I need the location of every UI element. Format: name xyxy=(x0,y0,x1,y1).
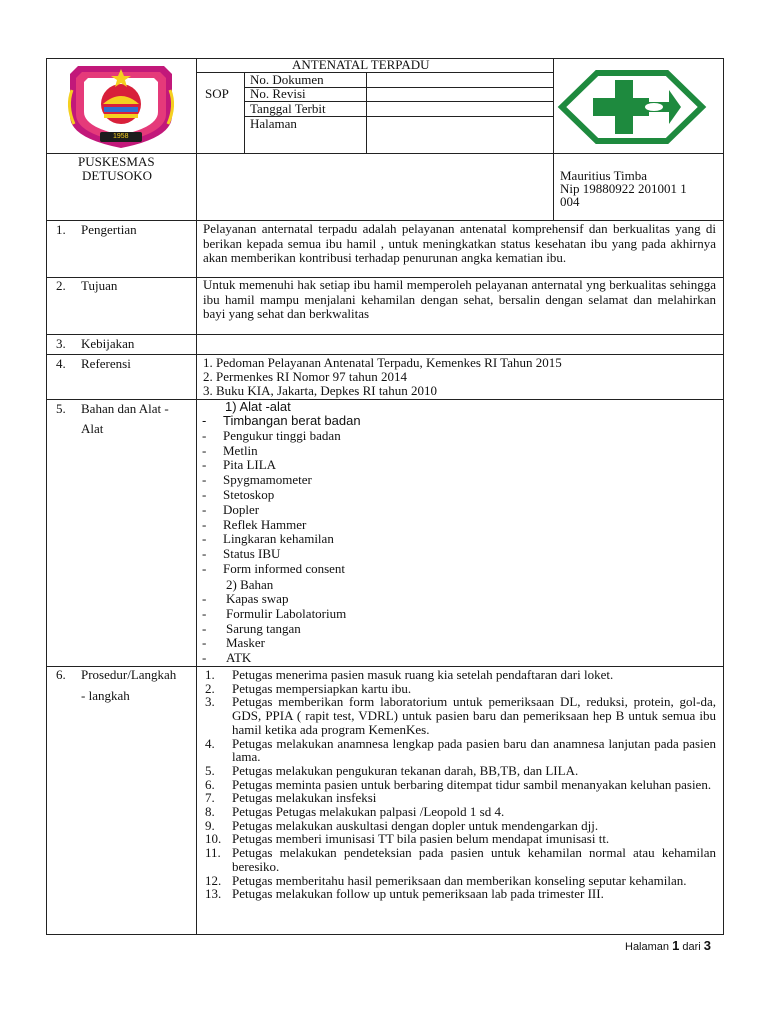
section-label-referensi: Referensi xyxy=(81,356,131,371)
section-num-4: 4. xyxy=(56,356,66,371)
list-item: - Status IBU xyxy=(202,546,281,562)
procedure-step: 5. Petugas melakukan pengukuran tekanan darah, BB,TB, dan LILA. xyxy=(205,762,579,778)
procedure-step: 13. Petugas melakukan follow up untuk pemeriksaan lab pada trimester III. xyxy=(205,886,604,902)
section-num-6: 6. xyxy=(56,667,66,682)
list-item: - Dopler xyxy=(202,501,260,517)
alat-list xyxy=(202,413,523,577)
section-num-3: 3. xyxy=(56,336,66,351)
prosedur-steps xyxy=(205,667,716,902)
list-item: - Spygmamometer xyxy=(202,472,312,488)
section-label-kebijakan: Kebijakan xyxy=(81,336,135,351)
doc-field-no-revisi: No. Revisi xyxy=(250,86,306,101)
list-item: - Kapas swap xyxy=(202,591,289,606)
bahan-heading: 2) Bahan xyxy=(226,577,274,592)
section-label-bahan-2: Alat xyxy=(81,421,104,436)
procedure-step: 8. Petugas Petugas melakukan palpasi /Leopold 1 sd 4. xyxy=(205,804,505,820)
list-item: - Timbangan berat badan xyxy=(202,413,361,428)
section-label-pengertian: Pengertian xyxy=(81,222,137,237)
bahan-list xyxy=(202,591,526,666)
footer-prefix: Halaman xyxy=(625,941,670,953)
list-item: - Sarung tangan xyxy=(202,620,301,636)
pengertian-text: Pelayanan anternatal terpadu adalah pelayanan antenatal komprehensif dan berkualitas yang di berikan kepada semua ibu hamil , untuk meningkatkan status kesehatan ibu yang pada akhirnya akan memberikan kontribusi terhadap penurunan angka kematian ibu. xyxy=(203,221,716,265)
procedure-step: 11. Petugas melakukan pendeteksian pada pasien untuk kehamilan normal atau kehamilan beresiko. xyxy=(205,845,716,874)
section-num-1: 1. xyxy=(56,222,66,237)
signatory-name: Mauritius Timba xyxy=(560,168,648,183)
referensi-item-3: 3. Buku KIA, Jakarta, Depkes RI tahun 2010 xyxy=(203,383,437,398)
doc-field-no-dokumen: No. Dokumen xyxy=(250,72,324,87)
list-item: - Form informed consent xyxy=(202,560,346,576)
signatory-nip-2: 004 xyxy=(560,194,580,209)
sop-title: ANTENATAL TERPADU xyxy=(292,57,430,72)
referensi-item-1: 1. Pedoman Pelayanan Antenatal Terpadu, Kemenkes RI Tahun 2015 xyxy=(203,355,562,370)
list-item: - Pita LILA xyxy=(202,457,277,473)
right-logo xyxy=(557,68,707,146)
procedure-step: 3. Petugas memberikan form laboratorium untuk pemeriksaan DL, reduksi, protein, gol-da, GDS, PPIA ( rapit test, VDRL) untuk pasien baru dan pemeriksaan hep B untuk semua ibu hamil ketika ada program KemenKes. xyxy=(205,694,716,737)
procedure-step: 9. Petugas melakukan auskultasi dengan dopler untuk mendengarkan djj. xyxy=(205,817,599,833)
institution-line-2: DETUSOKO xyxy=(82,168,153,183)
footer-middle: dari xyxy=(682,941,701,953)
section-label-bahan-1: Bahan dan Alat - xyxy=(81,401,169,416)
doc-field-tanggal-terbit: Tanggal Terbit xyxy=(250,101,326,116)
procedure-step: 2. Petugas mempersiapkan kartu ibu. xyxy=(205,680,412,696)
alat-heading: 1) Alat -alat xyxy=(225,399,291,414)
sop-label: SOP xyxy=(205,86,229,101)
list-item: - ATK xyxy=(202,650,252,666)
footer-total: 3 xyxy=(703,938,712,953)
procedure-step: 7. Petugas melakukan insfeksi xyxy=(205,790,377,806)
section-label-tujuan: Tujuan xyxy=(81,278,118,293)
procedure-step: 12. Petugas memberitahu hasil pemeriksaan dan memberikan konseling seputar kehamilan. xyxy=(205,872,687,888)
section-num-2: 2. xyxy=(56,278,66,293)
institution-line-1: PUSKESMAS xyxy=(78,154,155,169)
list-item: - Stetoskop xyxy=(202,486,275,502)
doc-field-halaman: Halaman xyxy=(250,116,297,131)
list-item: - Pengukur tinggi badan xyxy=(202,427,341,443)
procedure-step: 1. Petugas menerima pasien masuk ruang kia setelah pendaftaran dari loket. xyxy=(205,667,614,682)
procedure-step: 4. Petugas melakukan anamnesa lengkap pada pasien baru dan anamnesa lanjutan pada pasien lama. xyxy=(205,735,716,765)
referensi-item-2: 2. Permenkes RI Nomor 97 tahun 2014 xyxy=(203,369,408,384)
section-num-5: 5. xyxy=(56,401,66,416)
left-logo-year: 1958 xyxy=(113,133,129,140)
list-item: - Masker xyxy=(202,635,265,651)
footer-page: 1 xyxy=(672,938,680,953)
procedure-step: 10. Petugas memberi imunisasi TT bila pasien belum mendapat imunisasi tt. xyxy=(205,831,610,847)
signatory-nip-1: Nip 19880922 201001 1 xyxy=(560,181,687,196)
section-label-prosedur-1: Prosedur/Langkah xyxy=(81,667,177,682)
tujuan-text: Untuk memenuhi hak setiap ibu hamil memperoleh pelayanan anternatal yng berkualitas sehingga ibu hamil mampu menjalani kehamilan dengan sehat, bersalin dengan selamat dan melahirkan bayi yang sehat dan berkwalitas xyxy=(203,277,716,321)
list-item: - Lingkaran kehamilan xyxy=(202,531,334,547)
left-logo xyxy=(60,60,182,150)
list-item: - Formulir Labolatorium xyxy=(202,605,347,621)
procedure-step: 6. Petugas meminta pasien untuk berbaring ditempat tidur sambil menanyakan keluhan pasien. xyxy=(205,776,712,792)
list-item: - Reflek Hammer xyxy=(202,516,307,532)
page-footer xyxy=(625,938,711,955)
section-label-prosedur-2: - langkah xyxy=(81,688,130,703)
list-item: - Metlin xyxy=(202,442,258,458)
